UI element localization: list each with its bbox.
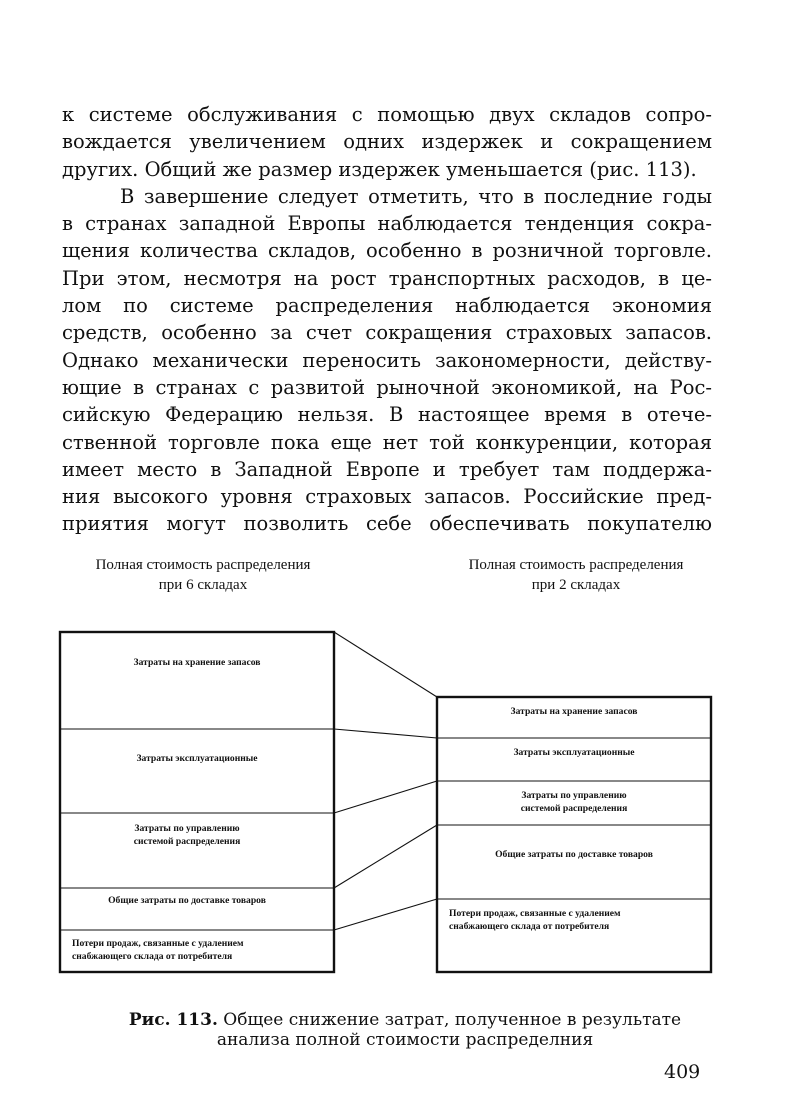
- heading-line: Полная стоимость распределения: [95, 557, 311, 573]
- label-line: Общие затраты по доставке товаров: [108, 895, 266, 906]
- connector-line: [334, 729, 437, 738]
- text-line: щения количества складов, особенно в розничной торговле.: [62, 239, 712, 263]
- label-line: снабжающего склада от потребителя: [72, 951, 233, 962]
- left-box-management: [50, 822, 324, 848]
- text-line: ния высокого уровня страховых запасов. Российские пред-: [62, 485, 712, 509]
- label-line: Затраты по управлению: [521, 790, 627, 801]
- label-line: системой распределения: [133, 836, 241, 847]
- label-line: Затраты эксплуатационные: [136, 753, 258, 764]
- caption-text: Общее снижение затрат, полученное в результате: [223, 1010, 682, 1030]
- left-box-delivery: [50, 894, 324, 907]
- text-line: ющие в странах с развитой рыночной экономикой, на Рос-: [62, 375, 712, 399]
- right-box-lost-sales: [449, 907, 709, 933]
- label-line: Затраты на хранение запасов: [133, 657, 261, 668]
- caption-line-2: анализа полной стоимости распределния: [216, 1030, 594, 1050]
- connector-line: [334, 781, 437, 813]
- label-line: снабжающего склада от потребителя: [449, 921, 610, 932]
- heading-line: Полная стоимость распределения: [468, 557, 684, 573]
- text-line: приятия могут позволить себе обеспечивать покупателю: [62, 512, 712, 536]
- left-box-lost-sales: [72, 937, 332, 963]
- connector-line: [334, 825, 437, 888]
- label-line: Потери продаж, связанные с удалением: [72, 938, 244, 949]
- figure-caption: [60, 1010, 750, 1050]
- left-box-operating: [60, 752, 334, 765]
- text-line: лом по системе распределения наблюдается экономия: [62, 294, 712, 318]
- text-line: вождается увеличением одних издержек и сокращением: [62, 130, 712, 154]
- page-number: 409: [664, 1061, 701, 1083]
- text-line: В завершение следует отметить, что в последние годы: [120, 184, 712, 208]
- heading-line: при 6 складах: [158, 577, 248, 593]
- text-line: средств, особенно за счет сокращения страховых запасов.: [62, 321, 712, 345]
- label-line: Затраты по управлению: [134, 823, 240, 834]
- connector-line: [334, 632, 437, 697]
- text-line: При этом, несмотря на рост транспортных расходов, в це-: [62, 266, 712, 290]
- caption-line-1: [60, 1010, 750, 1030]
- left-cost-stack: [60, 632, 334, 972]
- right-box-management: [437, 789, 711, 815]
- label-line: Потери продаж, связанные с удалением: [449, 908, 621, 919]
- text-line: Однако механически переносить закономерности, действу-: [62, 348, 712, 372]
- right-box-delivery: [437, 848, 711, 861]
- text-line: сийскую Федерацию нельзя. В настоящее время в отече-: [62, 403, 712, 427]
- label-line: Затраты на хранение запасов: [510, 706, 638, 717]
- right-box-operating: [437, 746, 711, 759]
- label-line: Общие затраты по доставке товаров: [495, 849, 653, 860]
- text-line: в странах западной Европы наблюдается тенденция сокра-: [62, 212, 712, 236]
- label-line: системой распределения: [520, 803, 628, 814]
- heading-line: при 2 складах: [531, 577, 621, 593]
- caption-label: Рис. 113.: [128, 1010, 218, 1030]
- text-line: других. Общий же размер издержек уменьшается (рис. 113).: [62, 157, 697, 181]
- label-line: Затраты эксплуатационные: [513, 747, 635, 758]
- text-line: к системе обслуживания с помощью двух складов сопро-: [62, 103, 712, 126]
- text-line: ственной торговле пока еще нет той конкуренции, которая: [62, 430, 712, 454]
- left-box-storage: [60, 656, 334, 669]
- text-line: имеет место в Западной Европе и требует там поддержа-: [62, 457, 712, 481]
- connector-line: [334, 899, 437, 930]
- right-box-storage: [437, 705, 711, 718]
